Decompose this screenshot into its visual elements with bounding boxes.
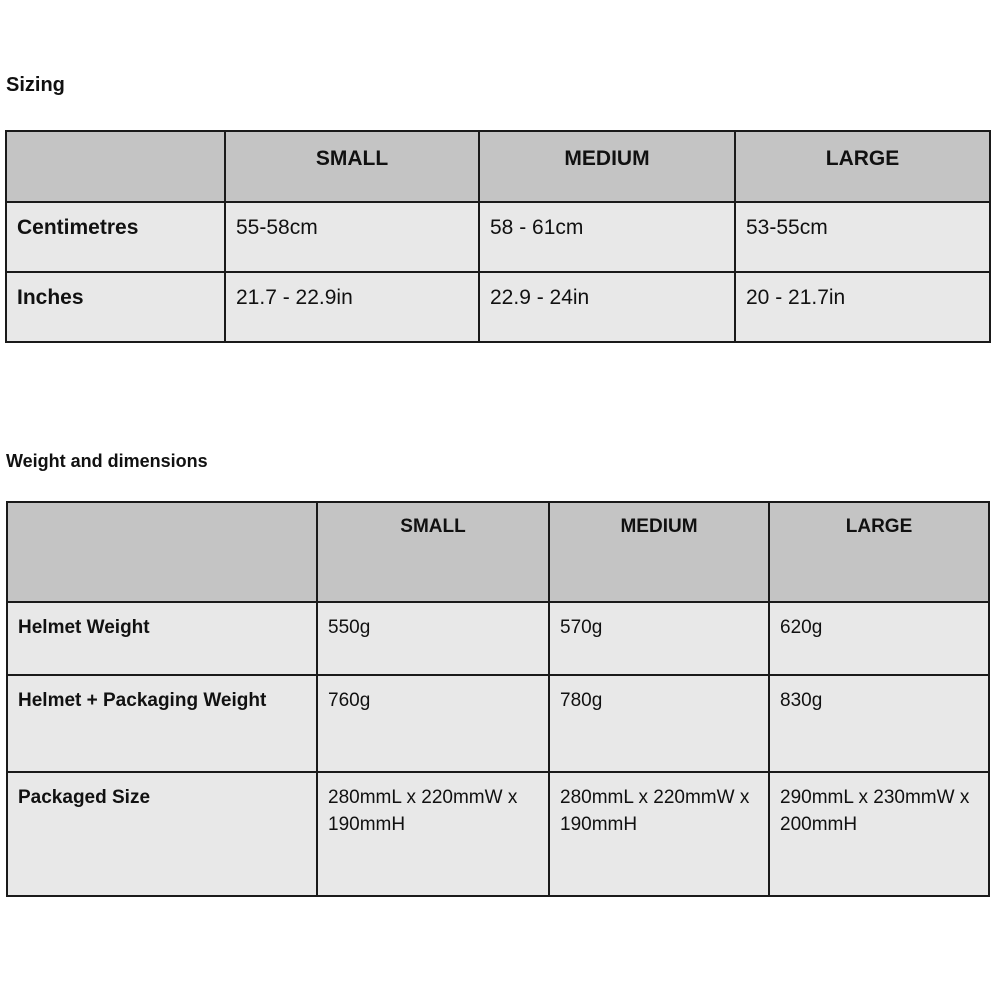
cell-large: 20 - 21.7in <box>735 272 990 342</box>
cell-medium: 22.9 - 24in <box>479 272 735 342</box>
header-large: LARGE <box>769 502 989 602</box>
cell-large: 290mmL x 230mmW x 200mmH <box>769 772 989 896</box>
table-row <box>7 675 989 772</box>
table-row <box>6 272 990 342</box>
header-large: LARGE <box>735 131 990 202</box>
weight-section-title: Weight and dimensions <box>6 451 208 471</box>
table-row <box>7 602 989 675</box>
row-label: Helmet Weight <box>7 602 317 675</box>
cell-large: 620g <box>769 602 989 675</box>
cell-medium: 58 - 61cm <box>479 202 735 272</box>
cell-medium: 280mmL x 220mmW x 190mmH <box>549 772 769 896</box>
cell-large: 830g <box>769 675 989 772</box>
cell-medium: 780g <box>549 675 769 772</box>
header-small: SMALL <box>225 131 479 202</box>
cell-medium: 570g <box>549 602 769 675</box>
row-label: Packaged Size <box>7 772 317 896</box>
cell-small: 550g <box>317 602 549 675</box>
table-row <box>7 772 989 896</box>
sizing-table <box>5 130 991 343</box>
weight-dimensions-table <box>6 501 990 897</box>
table-header-row <box>6 131 990 202</box>
row-label: Inches <box>6 272 225 342</box>
table-row <box>6 202 990 272</box>
cell-small: 55-58cm <box>225 202 479 272</box>
cell-large: 53-55cm <box>735 202 990 272</box>
row-label: Centimetres <box>6 202 225 272</box>
cell-small: 760g <box>317 675 549 772</box>
sizing-section-title: Sizing <box>6 74 65 96</box>
cell-small: 21.7 - 22.9in <box>225 272 479 342</box>
header-medium: MEDIUM <box>479 131 735 202</box>
table-header-row <box>7 502 989 602</box>
header-small: SMALL <box>317 502 549 602</box>
header-corner-cell <box>6 131 225 202</box>
header-corner-cell <box>7 502 317 602</box>
cell-small: 280mmL x 220mmW x 190mmH <box>317 772 549 896</box>
row-label: Helmet + Packaging Weight <box>7 675 317 772</box>
header-medium: MEDIUM <box>549 502 769 602</box>
